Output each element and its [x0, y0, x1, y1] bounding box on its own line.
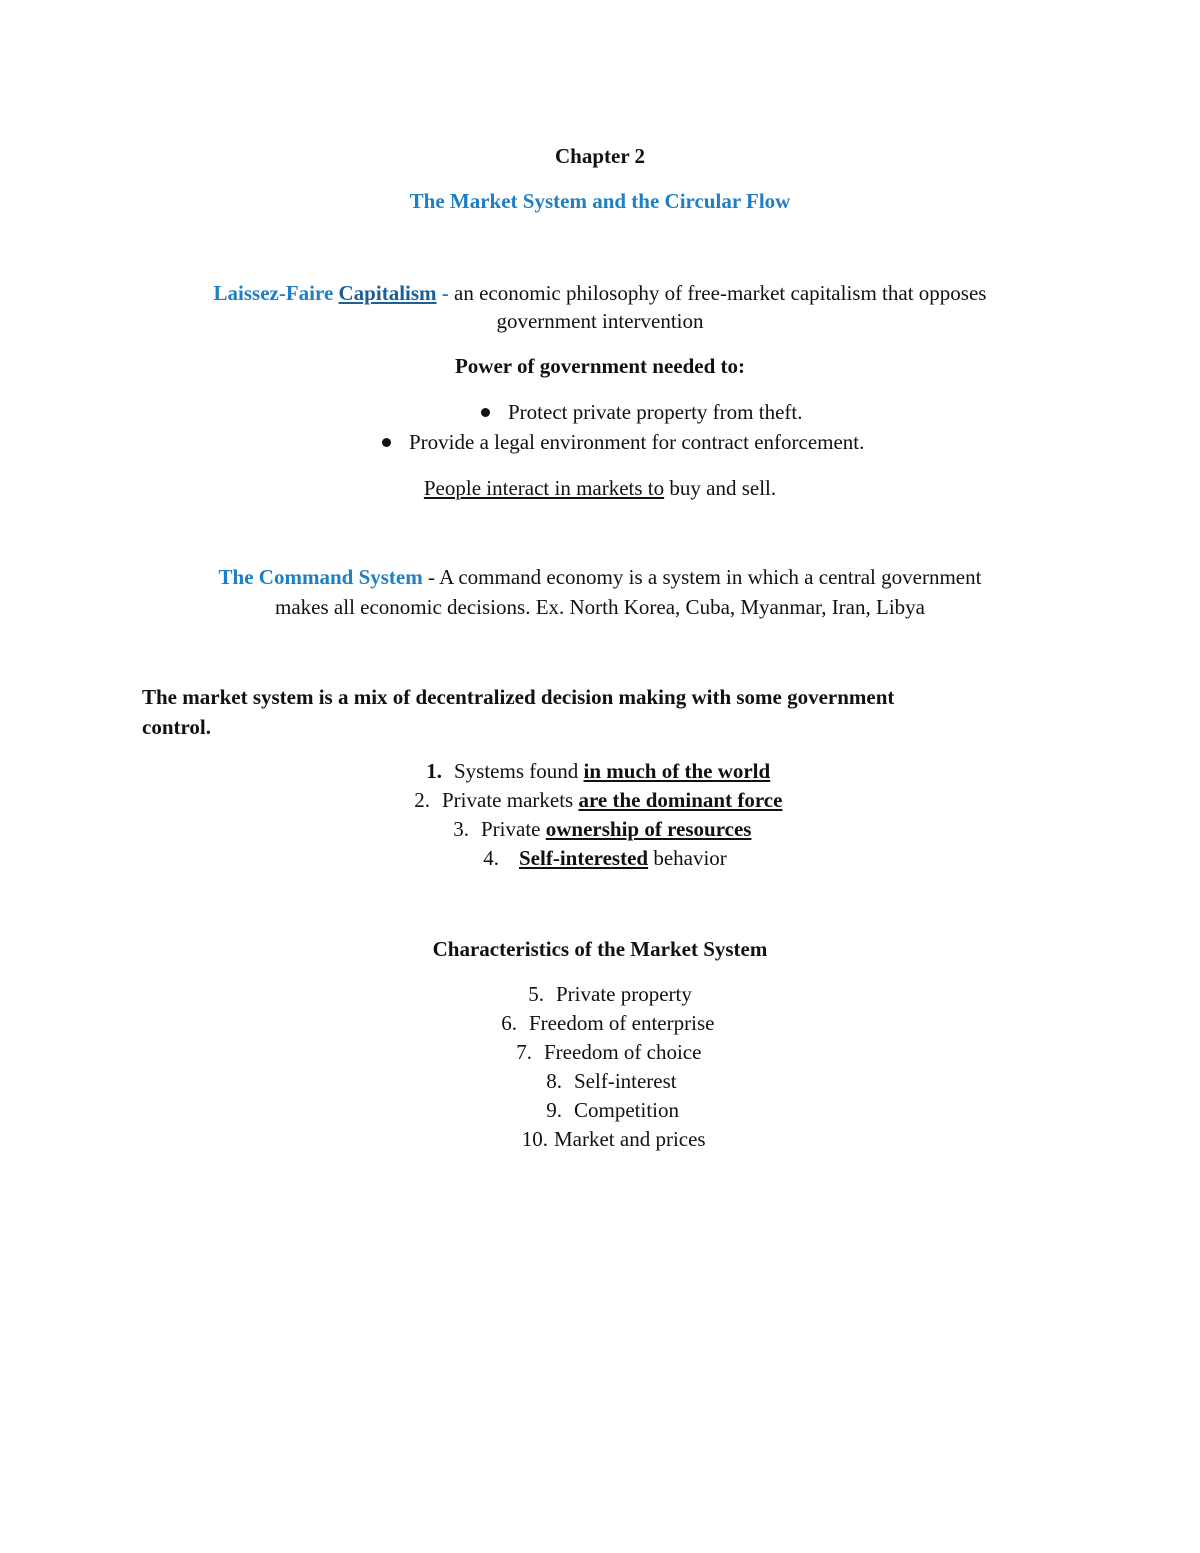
- char-item-5-num: 5.: [528, 982, 544, 1006]
- char-item-9-text: Competition: [574, 1098, 679, 1122]
- market-mix-text-1: The market system is a mix of decentralized decision making with some government: [142, 685, 895, 709]
- interact-rest: buy and sell.: [664, 476, 777, 500]
- mix-item-4-emph: Self-interested: [519, 846, 649, 870]
- command-definition-cont: makes all economic decisions. Ex. North Korea, Cuba, Myanmar, Iran, Libya: [275, 595, 925, 619]
- mix-item-3-pre: Private: [481, 817, 546, 841]
- chapter-title-text: Chapter 2: [554, 144, 646, 168]
- bullet-icon: [481, 408, 490, 417]
- mix-item-4: [471, 844, 727, 872]
- mix-item-1-emph: in much of the world: [583, 759, 771, 783]
- laissez-faire-dash: -: [436, 281, 455, 305]
- power-bullet-2-text: Provide a legal environment for contract enforcement.: [409, 430, 865, 454]
- chapter-subtitle-text: The Market System and the Circular Flow: [409, 189, 791, 213]
- command-term: The Command System: [218, 565, 423, 589]
- command-line-1: [0, 563, 1200, 591]
- power-bullet-1: [481, 398, 802, 426]
- power-heading: [0, 352, 1200, 380]
- mix-item-4-num: 4.: [483, 846, 499, 870]
- char-item-10-num: 10.: [521, 1127, 548, 1151]
- mix-item-1: [414, 757, 770, 785]
- laissez-faire-line-2: [0, 307, 1200, 335]
- power-heading-text: Power of government needed to:: [454, 354, 746, 378]
- char-item-5: [516, 980, 692, 1008]
- laissez-faire-definition: an economic philosophy of free-market capitalism that opposes: [454, 281, 987, 305]
- market-mix-line-1: [142, 682, 1042, 712]
- char-item-7-num: 7.: [516, 1040, 532, 1064]
- laissez-faire-line-1: [0, 279, 1200, 307]
- interact-underlined: People interact in markets to: [423, 476, 665, 500]
- mix-item-2-emph: are the dominant force: [578, 788, 783, 812]
- mix-item-1-num: 1.: [426, 759, 442, 783]
- capitalism-term: Capitalism: [338, 281, 437, 305]
- mix-item-3-num: 3.: [453, 817, 469, 841]
- mix-item-2-num: 2.: [414, 788, 430, 812]
- chapter-title: [0, 142, 1200, 170]
- char-item-5-text: Private property: [556, 982, 692, 1006]
- power-bullet-1-text: Protect private property from theft.: [508, 400, 803, 424]
- mix-item-3: [441, 815, 751, 843]
- characteristics-heading: [0, 935, 1200, 963]
- mix-item-2: [402, 786, 782, 814]
- chapter-subtitle: [0, 187, 1200, 215]
- power-bullet-2: [382, 428, 864, 456]
- laissez-faire-term: Laissez-Faire: [213, 281, 339, 305]
- bullet-icon: [382, 438, 391, 447]
- char-item-7: [504, 1038, 701, 1066]
- char-item-8-text: Self-interest: [574, 1069, 677, 1093]
- command-definition: - A command economy is a system in which a central government: [422, 565, 982, 589]
- mix-item-4-post: behavior: [648, 846, 727, 870]
- char-item-8: [534, 1067, 677, 1095]
- char-item-8-num: 8.: [546, 1069, 562, 1093]
- char-item-10-text: Market and prices: [554, 1127, 706, 1151]
- char-item-10: [514, 1125, 706, 1153]
- char-item-9: [534, 1096, 679, 1124]
- command-line-2: [0, 593, 1200, 621]
- mix-item-2-pre: Private markets: [442, 788, 579, 812]
- laissez-faire-definition-cont: government intervention: [496, 309, 704, 333]
- market-mix-line-2: [142, 712, 1042, 742]
- mix-item-1-pre: Systems found: [454, 759, 584, 783]
- char-item-9-num: 9.: [546, 1098, 562, 1122]
- char-item-6-num: 6.: [501, 1011, 517, 1035]
- char-item-6-text: Freedom of enterprise: [529, 1011, 715, 1035]
- interact-line: [0, 474, 1200, 502]
- char-item-7-text: Freedom of choice: [544, 1040, 702, 1064]
- mix-item-3-emph: ownership of resources: [545, 817, 752, 841]
- market-mix-text-2: control.: [142, 715, 212, 739]
- char-item-6: [489, 1009, 714, 1037]
- characteristics-heading-text: Characteristics of the Market System: [432, 937, 768, 961]
